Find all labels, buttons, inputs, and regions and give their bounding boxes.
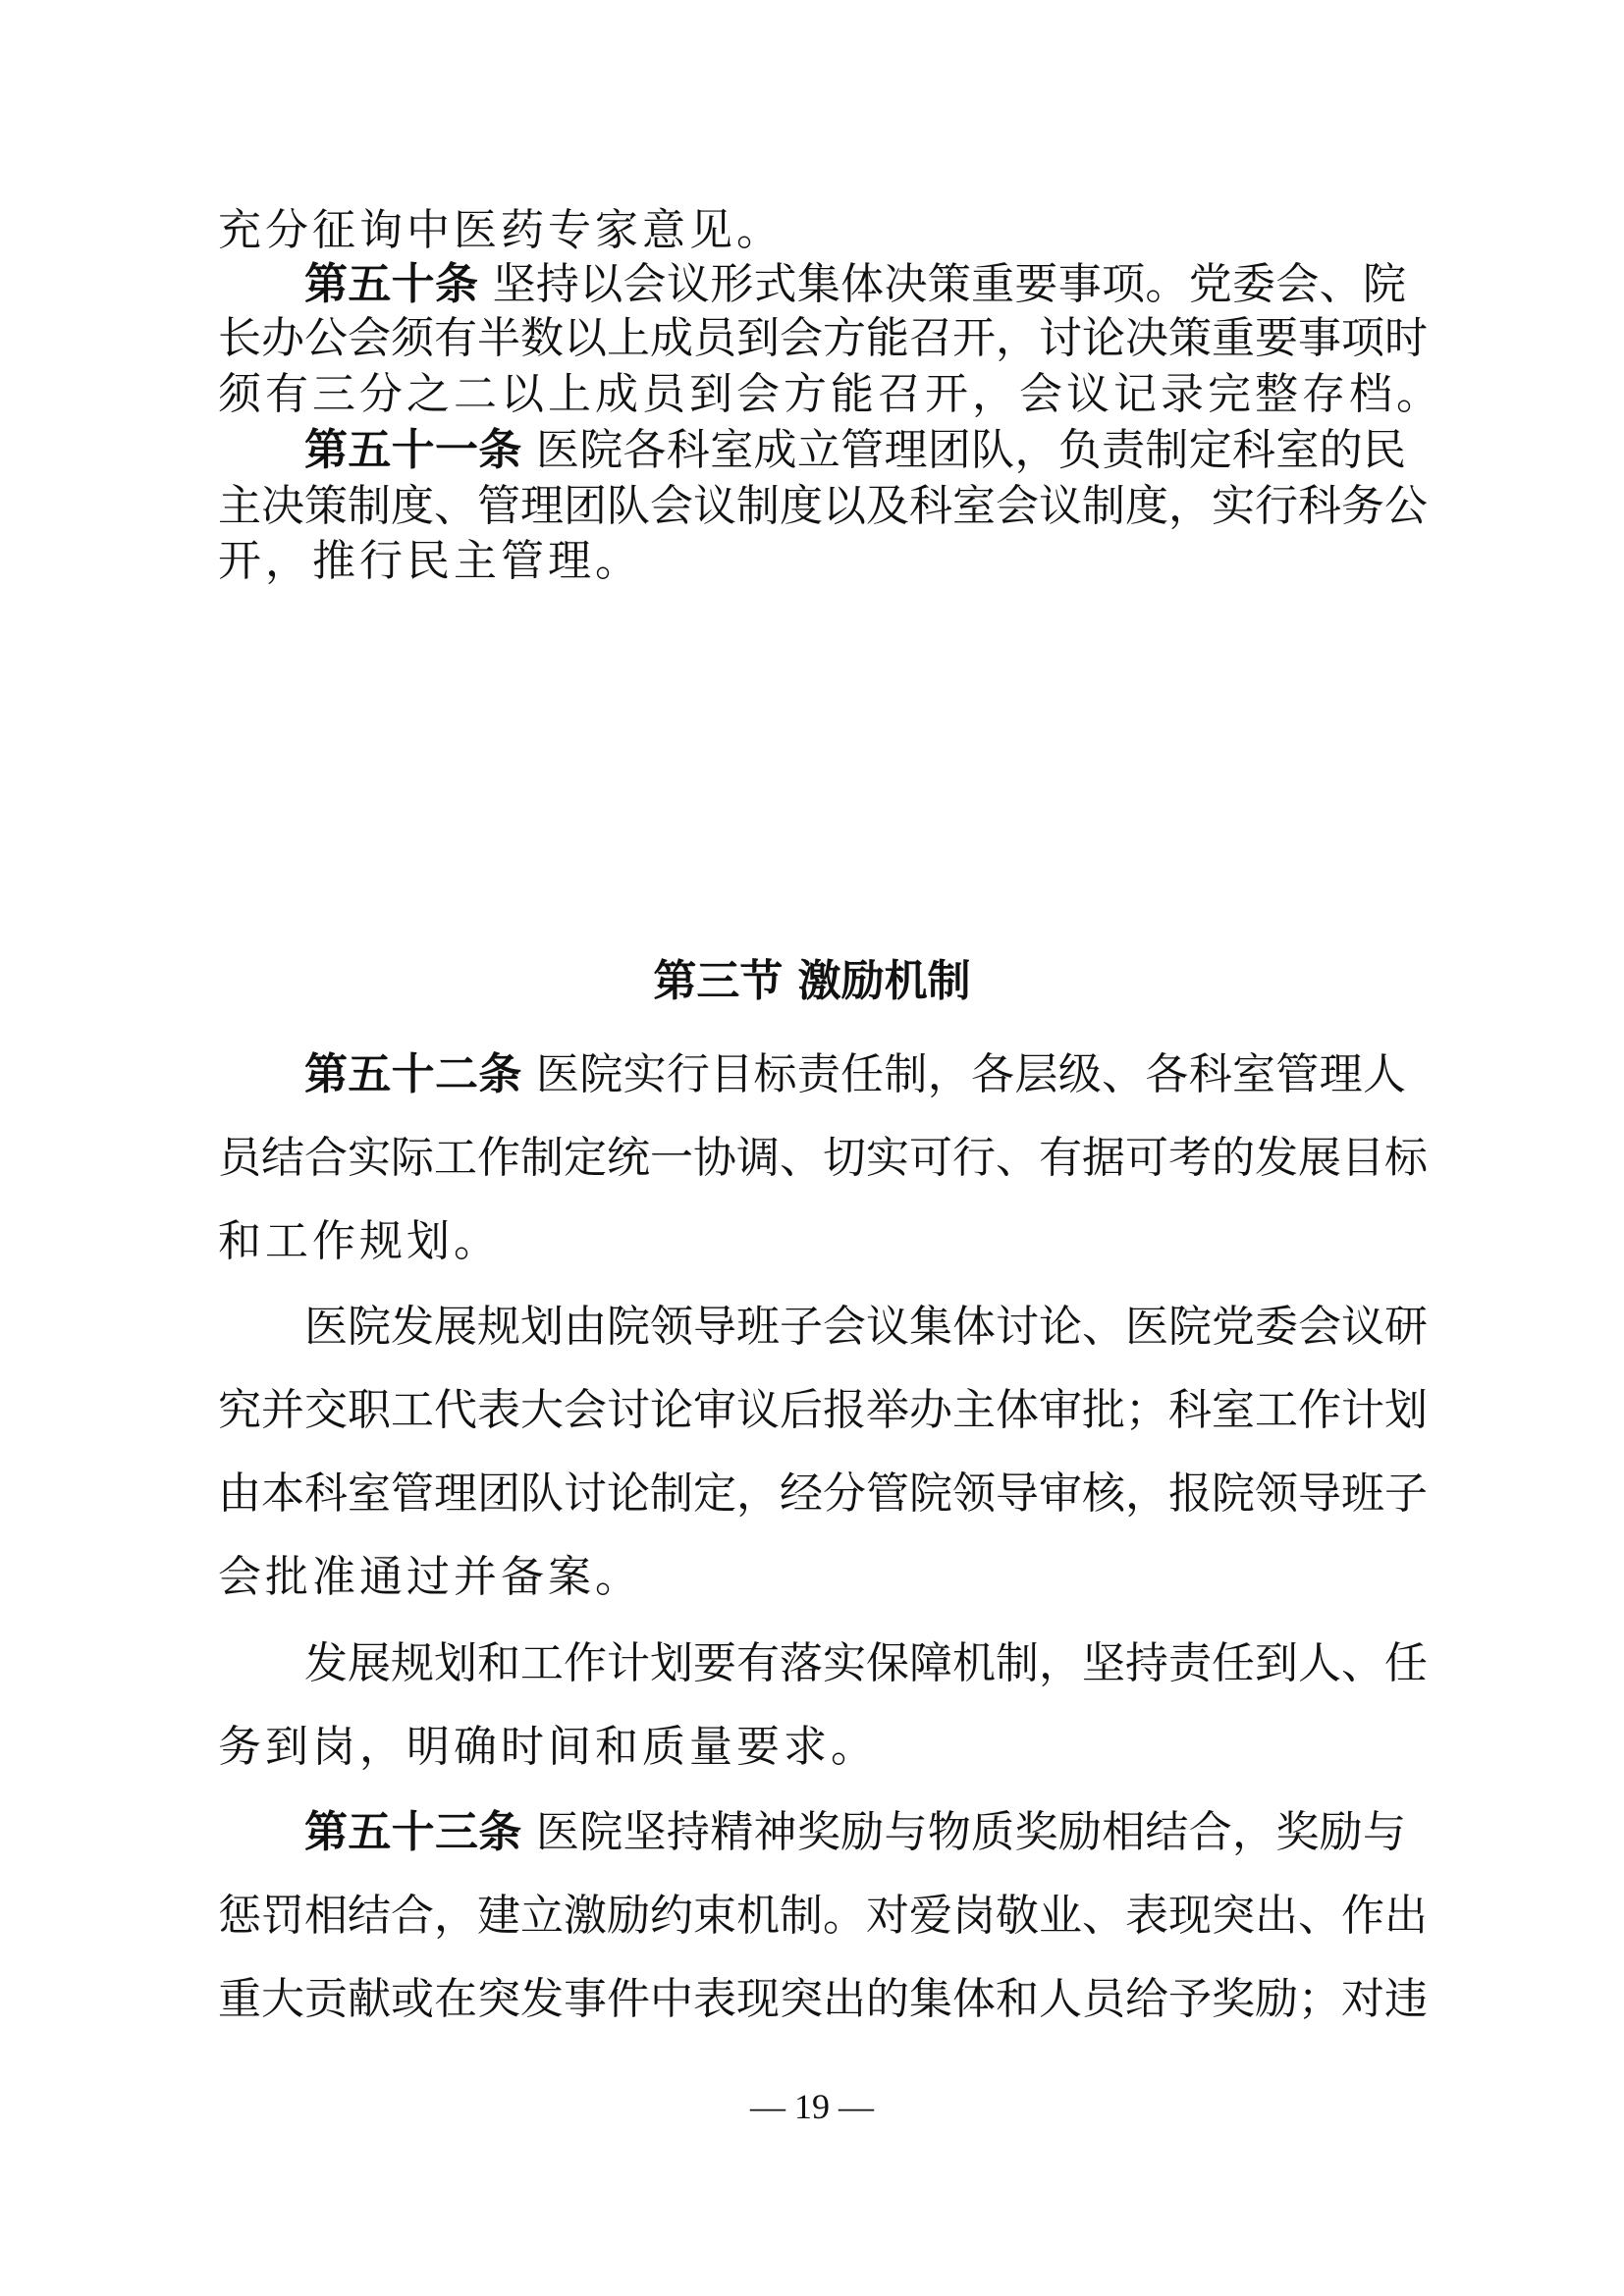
paragraph-2-line-3: 由本科室管理团队讨论制定，经分管院领导审核，报院领导班子 [218, 1468, 1428, 1519]
article-52-body: 医院实行目标责任制，各层级、各科室管理人 [535, 1049, 1407, 1099]
article-53-line-2: 惩罚相结合，建立激励约束机制。对爱岗敬业、表现突出、作出 [218, 1891, 1428, 1941]
paragraph-2-line-2: 究并交职工代表大会讨论审议后报举办主体审批；科室工作计划 [218, 1385, 1428, 1435]
article-52-text [304, 1036, 1406, 1114]
text-line [0, 1455, 1624, 1533]
article-52-line-3: 和工作规划。 [218, 1216, 501, 1266]
text-line [0, 1371, 1624, 1450]
page-number: — 19 — [750, 2087, 874, 2126]
article-50-line-3: 须有三分之二以上成员到会方能召开，会议记录完整存档。 [218, 369, 1443, 419]
article-51-line-3: 开，推行民主管理。 [218, 536, 642, 586]
article-51-line-2: 主决策制度、管理团队会议制度以及科室会议制度，实行科务公 [218, 481, 1428, 531]
text-line [0, 1119, 1624, 1198]
text-line [0, 1288, 1624, 1366]
text-line [0, 1708, 1624, 1787]
article-53-line-1 [0, 1793, 1624, 1872]
article-53-line-3: 重大贡献或在突发事件中表现突出的集体和人员给予奖励；对违 [218, 1974, 1428, 2024]
paragraph-3-line-1: 发展规划和工作计划要有落实保障机制，坚持责任到人、任 [304, 1638, 1428, 1688]
paragraph-3-line-2: 务到岗，明确时间和质量要求。 [218, 1722, 878, 1772]
article-53-body: 医院坚持精神奖励与物质奖励相结合，奖励与 [535, 1807, 1407, 1857]
article-52-line-1 [0, 1036, 1624, 1114]
text-line [0, 1960, 1624, 2039]
article-51-label: 第五十一条 [304, 425, 522, 475]
section-title: 第三节 激励机制 [653, 956, 971, 1006]
article-52-line-2: 员结合实际工作制定统一协调、切实可行、有据可考的发展目标 [218, 1133, 1428, 1183]
article-50-line-2: 长办公会须有半数以上成员到会方能召开，讨论决策重要事项时 [218, 313, 1428, 363]
paragraph-2-line-4: 会批准通过并备案。 [218, 1552, 642, 1602]
text-line [0, 1538, 1624, 1617]
article-53-text [304, 1793, 1406, 1872]
text-line [0, 1202, 1624, 1281]
text-line [0, 1625, 1624, 1703]
paragraph-continuation: 充分征询中医药专家意见。 [218, 205, 784, 255]
paragraph-2-line-1: 医院发展规划由院领导班子会议集体讨论、医院党委会议研 [304, 1302, 1428, 1352]
article-51-body: 医院各科室成立管理团队，负责制定科室的民 [535, 425, 1407, 475]
article-53-label: 第五十三条 [304, 1807, 522, 1857]
article-50-label: 第五十条 [304, 259, 479, 309]
article-50-body: 坚持以会议形式集体决策重要事项。党委会、院 [492, 259, 1406, 309]
text-line [0, 522, 1624, 601]
text-line [0, 1877, 1624, 1955]
article-52-label: 第五十二条 [304, 1049, 522, 1099]
